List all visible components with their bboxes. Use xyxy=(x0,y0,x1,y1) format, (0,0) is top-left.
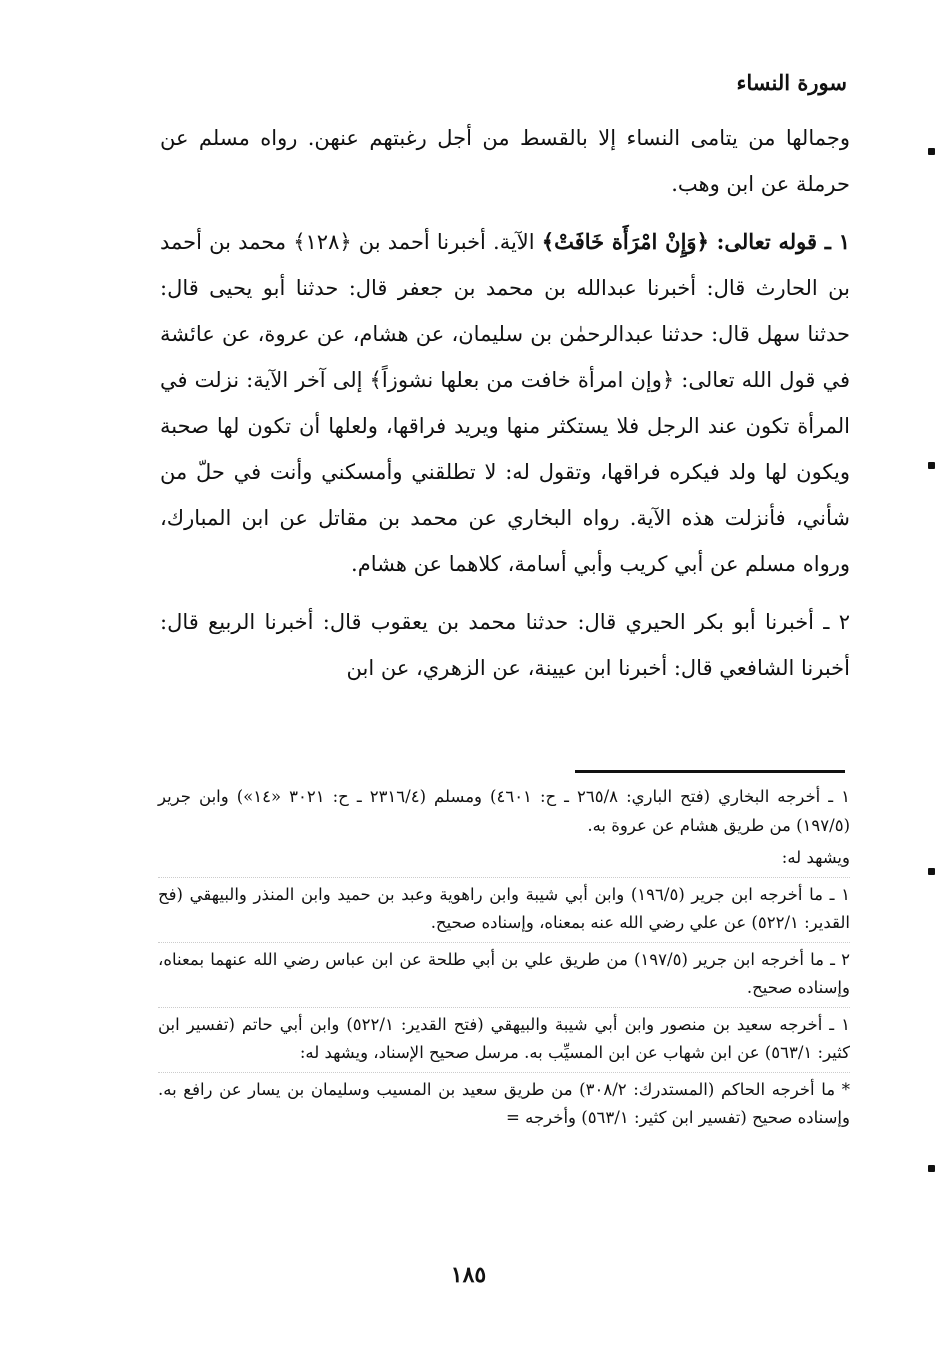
margin-mark xyxy=(928,868,935,875)
intro-paragraph: وجمالها من يتامى النساء إلا بالقسط من أجل رغبتهم عنهن. رواه مسلم عن حرملة عن ابن وهب. xyxy=(160,126,850,196)
footnote-2-witness: * ما أخرجه الحاكم (المستدرك: ٣٠٨/٢) من طريق سعيد بن المسيب وسليمان بن يسار عن رافع به. وإسناده صحيح (تفسير ابن كثير: ٥٦٣/١) وأخرجه = xyxy=(158,1079,850,1127)
footnote-2: ١ ـ أخرجه سعيد بن منصور وابن أبي شيبة والبيهقي (فتح القدير: ٥٢٢/١) وابن أبي حاتم (تفسير ابن كثير: ٥٦٣/١) عن ابن شهاب عن ابن المسيِّب به. مرسل صحيح الإسناد، ويشهد له: xyxy=(158,1014,850,1062)
hadith-1-heading: ١ ـ قوله تعالى: ﴿وَإِنْ امْرَأَة خَافَتْ﴾ xyxy=(541,229,850,254)
footnote-divider xyxy=(575,770,845,773)
hadith-2-paragraph: ٢ ـ أخبرنا أبو بكر الحيري قال: حدثنا محمد بن يعقوب قال: أخبرنا الربيع قال: أخبرنا الشافعي قال: أخبرنا ابن عيينة، عن الزهري، عن ابن xyxy=(160,610,850,680)
hadith-1-paragraph xyxy=(160,219,850,587)
footnote-separator xyxy=(158,942,850,943)
margin-mark xyxy=(928,1165,935,1172)
footnote-1: ١ ـ أخرجه البخاري (فتح الباري: ٢٦٥/٨ ـ ح: ٤٦٠١) ومسلم (٢٣١٦/٤ ـ ح: ٣٠٢١ «١٤») وابن جرير (١٩٧/٥) من طريق هشام عن عروة به. xyxy=(158,787,850,835)
footnote-1-witness-1: ١ ـ ما أخرجه ابن جرير (١٩٦/٥) وابن أبي شيبة وابن راهوية وعبد بن حميد وابن المنذر والبيهقي (فح القدير: ٥٢٢/١) عن علي رضي الله عنه بمعناه، وإسناده صحيح. xyxy=(158,884,850,932)
page-number: ١٨٥ xyxy=(450,1262,487,1288)
main-text xyxy=(160,115,850,703)
surah-title: سورة النساء xyxy=(736,70,847,95)
footnote-separator xyxy=(158,1072,850,1073)
footnote-separator xyxy=(158,1007,850,1008)
footnotes xyxy=(158,783,850,1137)
hadith-1-body: الآية. أخبرنا أحمد بن ﴿١٢٨﴾ محمد بن أحمد بن الحارث قال: أخبرنا عبدالله بن محمد بن جعفر قال: حدثنا أبو يحيى قال: حدثنا سهل قال: حدثنا عبدالرحمٰن بن سليمان، عن هشام، عن عروة، عن عائشة في قول الله تعالى: ﴿وإن امرأة خافت من بعلها نشوزاً﴾ إلى آخر الآية: نزلت في المرأة تكون عند الرجل فلا يستكثر منها ويريد فراقها، ولعلها أن تكون لها صحبة ويكون لها ولد فيكره فراقها، وتقول له: لا تطلقني وأمسكني وأنت في حلّ من شأني، فأنزلت هذه الآية. رواه البخاري عن محمد بن مقاتل عن ابن المبارك، ورواه مسلم عن أبي كريب وأبي أسامة، كلاهما عن هشام. xyxy=(160,230,850,576)
footnote-1-witness-label: ويشهد له: xyxy=(781,848,850,867)
margin-mark xyxy=(928,148,935,155)
margin-mark xyxy=(928,462,935,469)
footnote-separator xyxy=(158,877,850,878)
footnote-1-witness-2: ٢ ـ ما أخرجه ابن جرير (١٩٧/٥) من طريق علي بن أبي طلحة عن ابن عباس رضي الله عنهما بمعناه، وإسناده صحيح. xyxy=(158,949,850,997)
